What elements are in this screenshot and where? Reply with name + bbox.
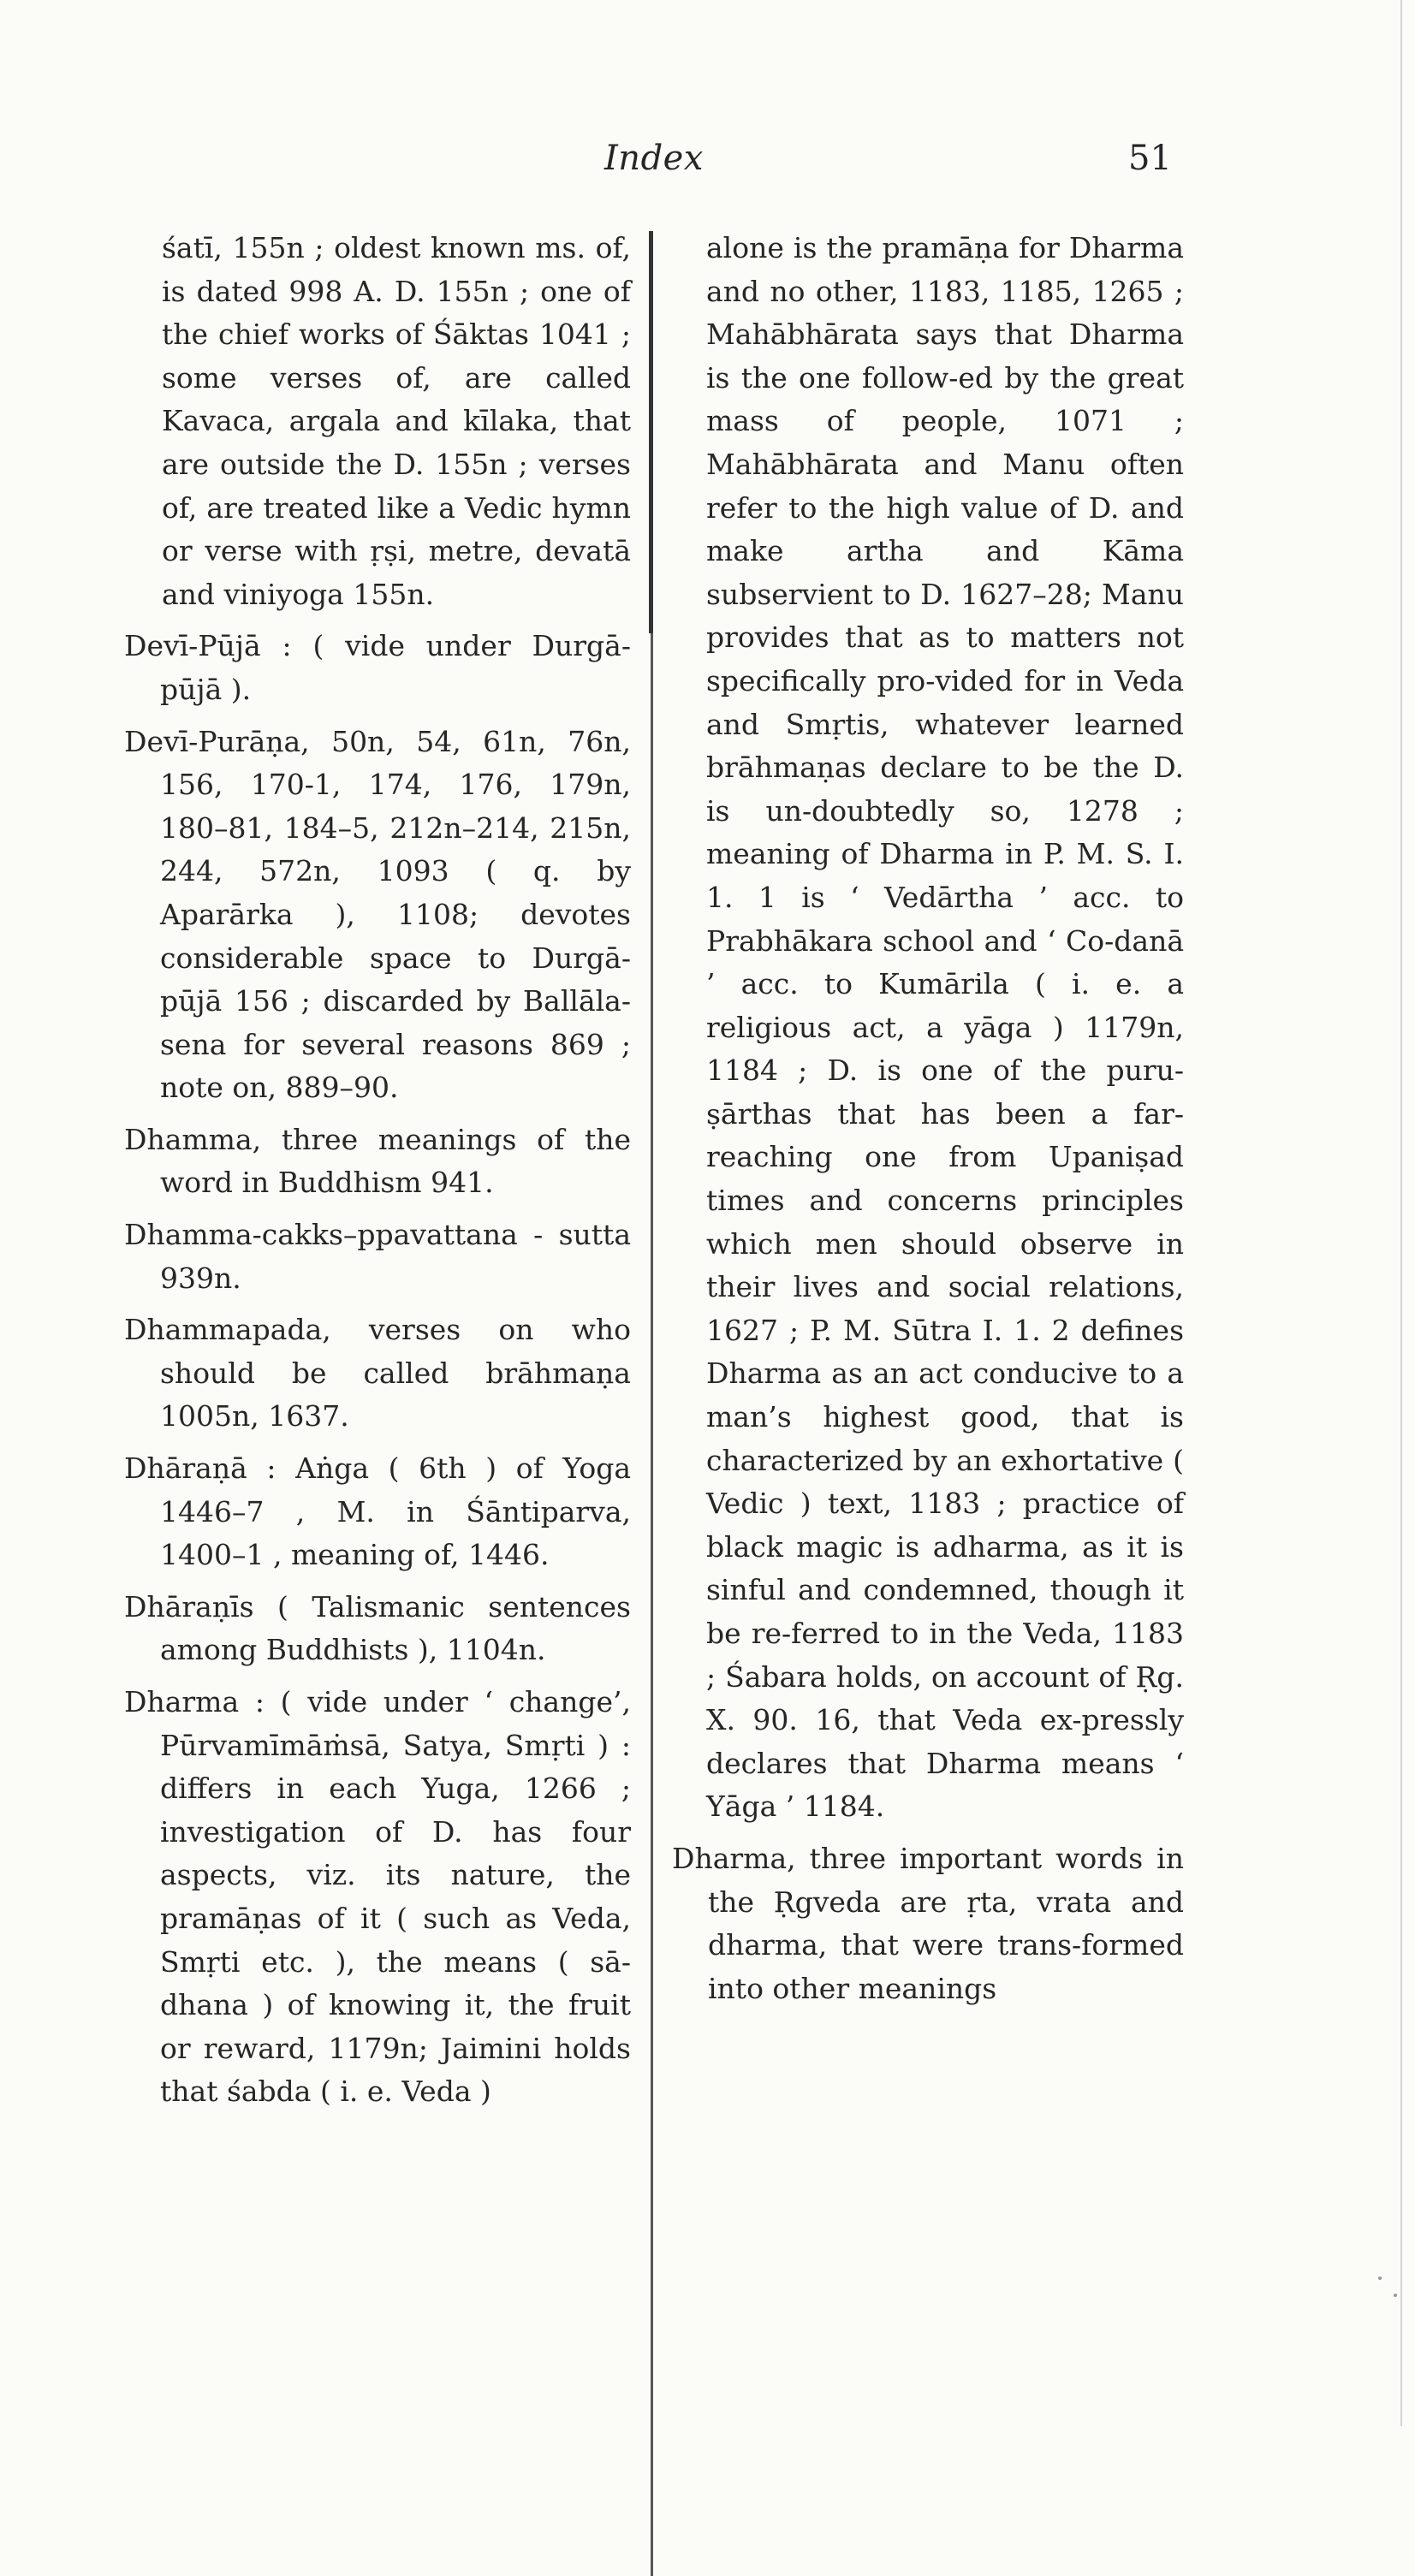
index-entry: Dhamma-cakks–ppavattana - sutta 939n. (124, 1218, 631, 1295)
index-entry-continuation: śatī, 155n ; oldest known ms. of, is dated 998 A. D. 155n ; one of the chief works of Śāktas 1041 ; some verses of, are called Kavaca, argala and kīlaka, that are outside the D. 155n ; verses of, are treated like a Vedic hymn or verse with ṛṣi, metre, devatā and viniyoga 155n. (162, 231, 631, 611)
page-edge-line (1400, 0, 1402, 2426)
index-entry: Dharma : ( vide under ‘ change’, Pūrvamīmāṁsā, Satya, Smṛti ) : differs in each Yuga, 1266 ; investigation of D. has four aspects, viz. its nature, the pramāṇas of it ( such as Veda, Smṛti etc. ), the means ( sā-dhana ) of knowing it, the fruit or reward, 1179n; Jaimini holds that śabda ( i. e. Veda ) (124, 1685, 631, 2109)
index-column-left (124, 227, 631, 2122)
index-entry: Dhāraṇīs ( Talismanic sentences among Buddhists ), 1104n. (124, 1589, 631, 1667)
page-header (0, 139, 1415, 190)
index-entry: Dharma, three important words in the Ṛgveda are ṛta, vrata and dharma, that were trans-formed into other meanings (672, 1841, 1184, 2005)
index-column-right (672, 227, 1184, 2019)
page-edge-dot (1394, 2294, 1397, 2297)
page-edge-dot (1378, 2276, 1382, 2280)
index-entry: Dhammapada, verses on who should be called brāhmaṇa 1005n, 1637. (124, 1313, 631, 1433)
page-number: 51 (1128, 139, 1172, 178)
running-title: Index (604, 139, 704, 178)
index-entry: Devī-Purāṇa, 50n, 54, 61n, 76n, 156, 170-1, 174, 176, 179n, 180–81, 184–5, 212n–214, 215n, 244, 572n, 1093 ( q. by Aparārka ), 1108; devotes considerable space to Durgā-pūjā 156 ; discarded by Ballāla-sena for several reasons 869 ; note on, 889–90. (124, 724, 631, 1105)
index-entry: Dhāraṇā : Aṅga ( 6th ) of Yoga 1446–7 , M. in Śāntiparva, 1400–1 , meaning of, 1446. (124, 1451, 631, 1572)
index-entry: Dhamma, three meanings of the word in Buddhism 941. (124, 1122, 631, 1200)
index-entry: Devī-Pūjā : ( vide under Durgā-pūjā ). (124, 629, 631, 706)
index-entry-continuation: alone is the pramāṇa for Dharma and no other, 1183, 1185, 1265 ; Mahābhārata says that Dharma is the one follow-ed by the great mass of people, 1071 ; Mahābhārata and Manu often refer to the high value of D. and make artha and Kāma subservient to D. 1627–28; Manu provides that as to matters not specifically pro-vided for in Veda and Smṛtis, whatever learned brāhmaṇas declare to be the D. is un-doubtedly so, 1278 ; meaning of Dharma in P. M. S. I. 1. 1 is ‘ Vedārtha ’ acc. to Prabhākara school and ‘ Co-danā ’ acc. to Kumārila ( i. e. a religious act, a yāga ) 1179n, 1184 ; D. is one of the puru-ṣārthas that has been a far-reaching one from Upaniṣad times and concerns principles which men should observe in their lives and social relations, 1627 ; P. M. Sūtra I. 1. 2 defines Dharma as an act conducive to a man’s highest good, that is characterized by an exhortative ( Vedic ) text, 1183 ; practice of black magic is adharma, as it is sinful and condemned, though it be re-ferred to in the Veda, 1183 ; Śabara holds, on account of Ṛg. X. 90. 16, that Veda ex-pressly declares that Dharma means ‘ Yāga ’ 1184. (706, 231, 1184, 1824)
column-divider-dark-segment (649, 231, 653, 633)
